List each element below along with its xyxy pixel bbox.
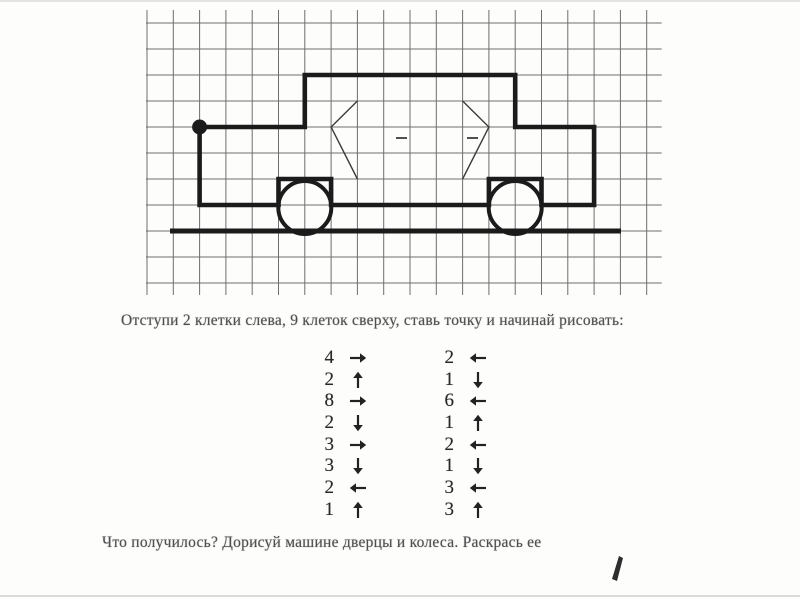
dictation-count: 6 [444,390,454,412]
down-arrow-icon [468,457,487,475]
dictation-row [432,499,487,521]
dictation-left-column [312,347,367,521]
grid-lines [146,10,662,295]
dictation-count: 4 [324,346,334,368]
left-arrow-icon [468,349,487,367]
dictation-row [432,477,487,499]
left-arrow-icon [468,392,487,410]
dictation-count: 1 [324,498,334,520]
dictation-count: 2 [444,346,454,368]
dictation-row [312,347,367,369]
dictation-count: 2 [324,368,334,390]
ink-mark [612,556,623,581]
dictation-row [432,347,487,369]
right-arrow-icon [348,349,367,367]
dictation-right-column [432,347,487,521]
dictation-row [312,412,367,434]
dictation-count: 2 [324,411,334,433]
dictation-row [432,412,487,434]
dictation-row [432,434,487,456]
dictation-count: 3 [324,455,334,477]
left-arrow-icon [468,436,487,454]
dictation-row [312,499,367,521]
dictation-row [432,369,487,391]
dictation-count: 3 [444,498,454,520]
up-arrow-icon [348,371,367,389]
left-arrow-icon [468,479,487,497]
down-arrow-icon [348,457,367,475]
dictation-row [312,455,367,477]
left-arrow-icon [348,479,367,497]
down-arrow-icon [348,414,367,432]
instruction-bottom: Что получилось? Дорисуй машине дверцы и колеса. Раскрась ее [102,534,542,551]
dictation-row [312,477,367,499]
dictation-count: 3 [324,433,334,455]
up-arrow-icon [468,501,487,519]
dictation-count: 2 [324,476,334,498]
right-arrow-icon [348,436,367,454]
up-arrow-icon [348,501,367,519]
dictation-count: 3 [444,476,454,498]
dictation-count: 2 [444,433,454,455]
dictation-count: 1 [444,411,454,433]
dictation-count: 1 [444,455,454,477]
right-arrow-icon [348,392,367,410]
dictation-row [312,434,367,456]
dictation-row [312,390,367,412]
dictation-count: 1 [444,368,454,390]
dictation-count: 8 [324,390,334,412]
dictation-row [432,390,487,412]
down-arrow-icon [468,371,487,389]
windshield-line [463,101,489,179]
start-dot [192,120,207,135]
dictation-row [312,369,367,391]
car-outline [200,75,594,205]
instruction-top: Отступи 2 клетки слева, 9 клеток сверху, ставь точку и начинай рисовать: [121,312,624,329]
dictation-row [432,455,487,477]
windshield-line [331,101,357,179]
up-arrow-icon [468,414,487,432]
